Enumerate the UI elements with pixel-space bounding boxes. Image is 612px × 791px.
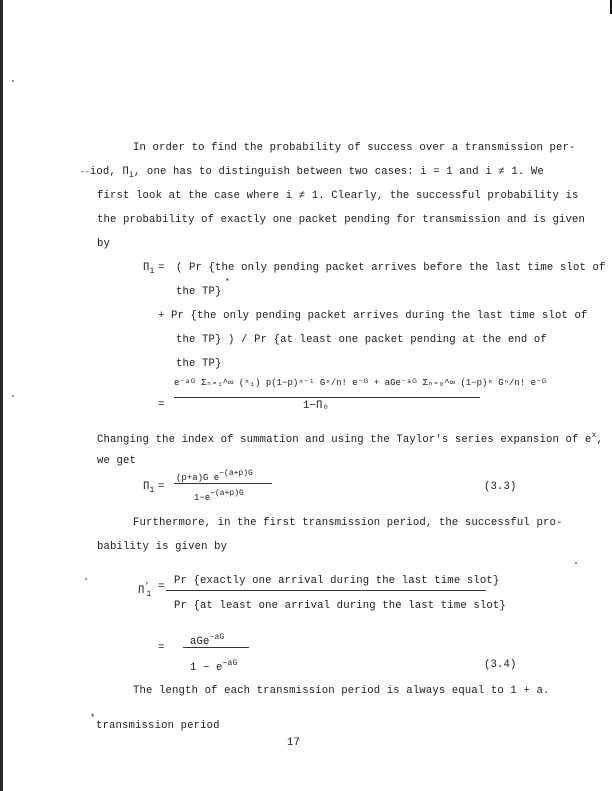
scan-left-edge [0, 0, 3, 791]
para3-line2: bability is given by [97, 541, 228, 553]
eq1-equals: = [158, 262, 165, 274]
footnote-marker: * [90, 713, 96, 723]
eq34b-equals: = [158, 642, 165, 654]
eq33-lhs: $\Pi_1$ [143, 481, 155, 495]
para1-line1: In order to find the probability of success over a transmission per- [133, 142, 576, 154]
para1-line2-prefix: iod, [89, 166, 116, 178]
para1-line4: the probability of exactly one packet pending for transmission and is given [97, 214, 586, 226]
eq34b-denominator: $1 - e^{-aG}$ [190, 659, 238, 674]
para1-line3: first look at the case where i ≠ 1. Clearly, the successful probability is [97, 190, 579, 202]
eq1-lhs: $\Pi_1$ [143, 262, 155, 276]
eq33-label: (3.3) [484, 481, 517, 493]
eq33-fraction-bar [174, 483, 272, 484]
eq1-line2: the TP} [176, 286, 222, 298]
eq33-denominator: 1−e−(a+p)G [194, 489, 244, 503]
scan-speck [85, 578, 87, 580]
scan-speck [575, 562, 577, 564]
page-number: 17 [287, 737, 301, 749]
eq1-line4: the TP} ) / Pr {at least one packet pending at the end of [176, 334, 547, 346]
eq33-numerator: (p+a)G e−(a+p)G [176, 469, 253, 483]
pi-symbol: Π [122, 166, 129, 178]
scan-speck [12, 395, 14, 397]
para2-line1: Changing the index of summation and using the Taylor's series expansion of $e^x$, [97, 431, 604, 446]
eq33-equals: = [158, 481, 165, 493]
eq34-fraction-bar [166, 590, 486, 591]
eq1-denominator: 1−Π₀ [303, 400, 330, 412]
footnote-star: * [225, 278, 230, 287]
eq34-denominator: Pr {at least one arrival during the last time slot} [174, 600, 506, 612]
eq1-line3: + Pr {the only pending packet arrives during the last time slot of [158, 310, 588, 322]
eq34b-fraction-bar [183, 647, 249, 648]
para1-line2: --iod, $\Pi_i$, one has to distinguish between two cases: i = 1 and i ≠ 1. We [80, 166, 544, 180]
para3-line1: Furthermore, in the first transmission period, the successful pro- [133, 517, 563, 529]
scan-speck [12, 80, 14, 82]
eq1-line1: ( Pr {the only pending packet arrives before the last time slot of [176, 262, 606, 274]
eq1-equals-2: = [158, 399, 165, 411]
eq1-numerator: e⁻ᵃᴳ Σₙ₌₁^∞ (ⁿ₁) p(1−p)ⁿ⁻¹ Gⁿ/n! e⁻ᴳ + aGe⁻ᵃᴳ Σₙ₌₀^∞ (1−p)ⁿ Gⁿ/n! e⁻ᴳ [174, 378, 547, 388]
para1-line5: by [97, 238, 111, 250]
eq34-lhs: $\Pi'_1$ [138, 582, 152, 599]
eq1-line5: the TP} [176, 358, 222, 370]
eq34-label: (3.4) [484, 659, 517, 671]
eq34-equals: = [158, 581, 165, 593]
para4-line1: The length of each transmission period is always equal to 1 + a. [133, 685, 550, 697]
eq34-numerator: Pr {exactly one arrival during the last time slot} [174, 575, 500, 587]
eq1-fraction-bar [174, 397, 480, 398]
para2-line2: we get [97, 455, 137, 467]
eq34b-numerator: aGe$^{-aG}$ [190, 633, 225, 648]
footnote-text: transmission period [96, 720, 220, 732]
